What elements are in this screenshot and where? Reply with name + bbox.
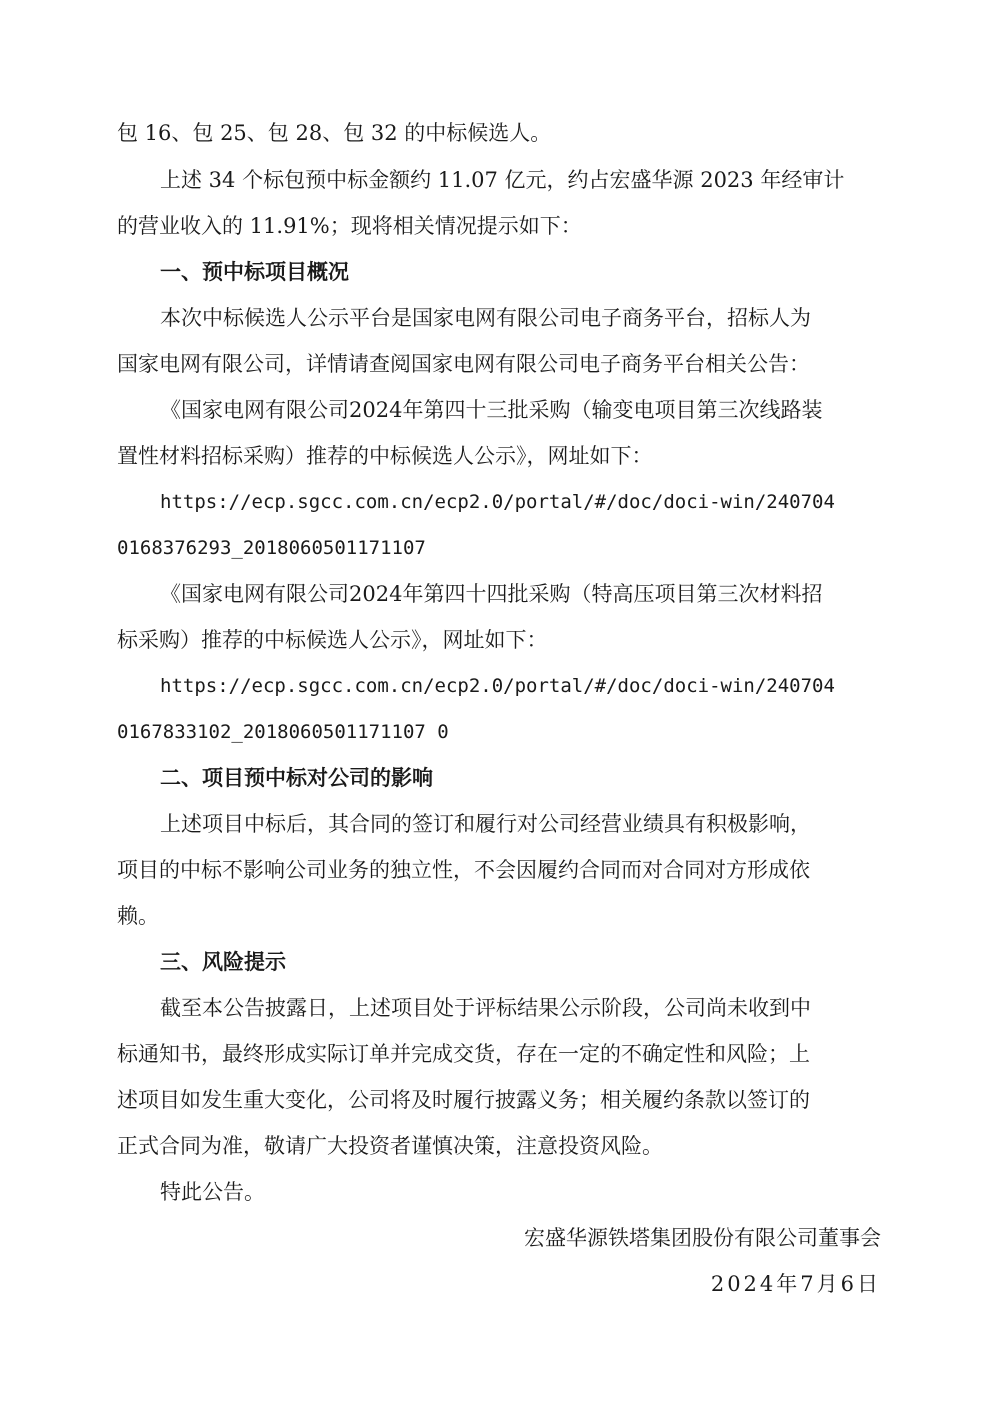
paragraph-line: 国家电网有限公司，详情请查阅国家电网有限公司电子商务平台相关公告： bbox=[117, 352, 810, 376]
paragraph-line: 标通知书，最终形成实际订单并完成交货，存在一定的不确定性和风险；上 bbox=[117, 1042, 810, 1066]
paragraph-line: 正式合同为准，敬请广大投资者谨慎决策，注意投资风险。 bbox=[117, 1134, 663, 1158]
signature-date: 2024年7月6日 bbox=[710, 1272, 881, 1296]
section-heading: 三、风险提示 bbox=[160, 949, 286, 974]
paragraph-line: 置性材料招标采购）推荐的中标候选人公示》，网址如下： bbox=[117, 444, 653, 468]
signature-company: 宏盛华源铁塔集团股份有限公司董事会 bbox=[524, 1226, 881, 1250]
paragraph-line: 《国家电网有限公司2024年第四十三批采购（输变电项目第三次线路装 bbox=[160, 398, 823, 422]
section-heading: 二、项目预中标对公司的影响 bbox=[160, 765, 433, 790]
paragraph-line: 包 16、包 25、包 28、包 32 的中标候选人。 bbox=[117, 121, 552, 145]
paragraph-line: 截至本公告披露日，上述项目处于评标结果公示阶段，公司尚未收到中 bbox=[160, 996, 811, 1020]
paragraph-line: 述项目如发生重大变化，公司将及时履行披露义务；相关履约条款以签订的 bbox=[117, 1088, 810, 1112]
closing-line: 特此公告。 bbox=[160, 1180, 265, 1204]
url-line: https://ecp.sgcc.com.cn/ecp2.0/portal/#/doc/doci-win/240704 bbox=[160, 675, 835, 697]
url-line: https://ecp.sgcc.com.cn/ecp2.0/portal/#/doc/doci-win/240704 bbox=[160, 491, 835, 513]
paragraph-line: 赖。 bbox=[117, 904, 159, 928]
paragraph-line: 《国家电网有限公司2024年第四十四批采购（特高压项目第三次材料招 bbox=[160, 582, 823, 606]
paragraph-line: 上述 34 个标包预中标金额约 11.07 亿元，约占宏盛华源 2023 年经审计 bbox=[160, 168, 845, 192]
paragraph-line: 本次中标候选人公示平台是国家电网有限公司电子商务平台，招标人为 bbox=[160, 306, 811, 330]
url-line: 0168376293_2018060501171107 bbox=[117, 537, 426, 559]
paragraph-line: 的营业收入的 11.91%；现将相关情况提示如下： bbox=[117, 214, 582, 238]
paragraph-line: 项目的中标不影响公司业务的独立性，不会因履约合同而对合同对方形成依 bbox=[117, 858, 810, 882]
section-heading: 一、预中标项目概况 bbox=[160, 259, 349, 284]
paragraph-line: 标采购）推荐的中标候选人公示》，网址如下： bbox=[117, 628, 548, 652]
paragraph-line: 上述项目中标后，其合同的签订和履行对公司经营业绩具有积极影响， bbox=[160, 812, 811, 836]
url-line: 0167833102_2018060501171107 0 bbox=[117, 721, 449, 743]
